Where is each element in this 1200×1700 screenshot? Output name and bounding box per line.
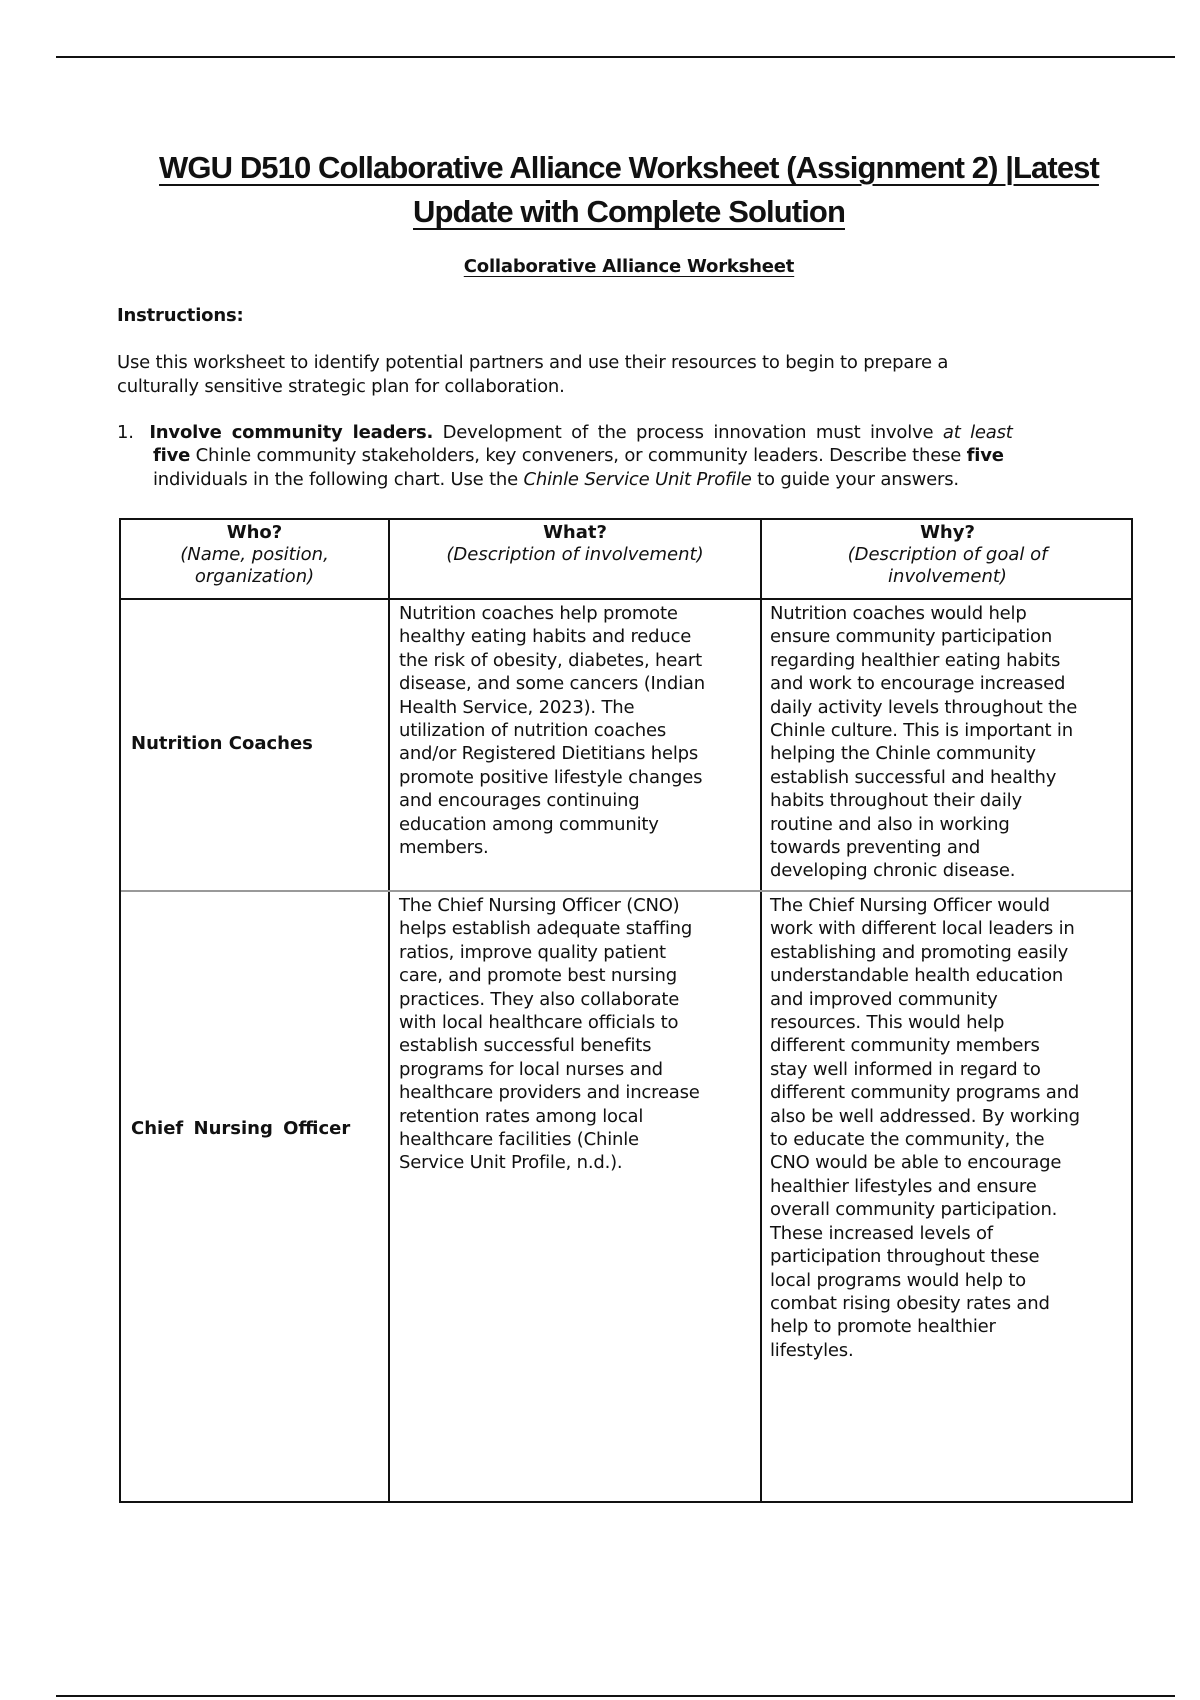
header-subtitle: (Description of involvement) — [446, 544, 704, 565]
cell-line: to educate the community, the — [770, 1129, 1045, 1151]
row-2-what — [399, 894, 700, 1175]
row-1-who: Nutrition Coaches — [131, 733, 313, 754]
cell-line: healthier lifestyles and ensure — [770, 1175, 1037, 1197]
item-text: to guide your answers. — [751, 469, 959, 490]
cell-line: Nutrition coaches help promote — [399, 603, 678, 624]
item-text: Development of the process innovation must involve — [433, 422, 943, 443]
item-text: individuals in the following chart. Use the — [153, 469, 524, 490]
cell-line: the risk of obesity, diabetes, heart — [399, 649, 702, 671]
bottom-page-rule — [56, 1695, 1175, 1697]
header-title: What? — [543, 522, 607, 543]
cell-line: healthcare facilities (Chinle — [399, 1129, 639, 1151]
cell-line: promote positive lifestyle changes — [399, 766, 703, 788]
cell-line: establish successful and healthy — [770, 766, 1057, 788]
cell-line: healthcare providers and increase — [399, 1082, 700, 1104]
cell-line: participation throughout these — [770, 1246, 1040, 1268]
stakeholder-table — [119, 518, 1133, 1503]
item-1-line-2 — [153, 445, 1004, 466]
cell-line: programs for local nurses and — [399, 1058, 663, 1080]
item-bold-lead: Involve community leaders. — [149, 422, 434, 443]
cell-line: The Chief Nursing Officer would — [770, 895, 1050, 916]
cell-line: healthy eating habits and reduce — [399, 626, 692, 648]
row-1-what — [399, 602, 705, 859]
header-subtitle: organization) — [194, 566, 315, 587]
cell-line: lifestyles. — [770, 1339, 854, 1361]
item-bold: five — [153, 445, 191, 466]
row-2-who: Chief Nursing Officer — [131, 1118, 351, 1139]
cell-line: stay well informed in regard to — [770, 1058, 1041, 1080]
cell-line: ensure community participation — [770, 626, 1053, 648]
item-italic: Chinle Service Unit Profile — [523, 469, 752, 490]
column-divider — [388, 520, 390, 1501]
cell-line: CNO would be able to encourage — [770, 1152, 1062, 1174]
cell-line: different community members — [770, 1035, 1040, 1057]
cell-line: helping the Chinle community — [770, 743, 1036, 765]
header-why — [762, 522, 1133, 588]
header-divider — [121, 598, 1131, 600]
item-bold: five — [966, 445, 1004, 466]
cell-line: regarding healthier eating habits — [770, 649, 1061, 671]
instructions-label: Instructions: — [117, 305, 244, 326]
cell-line: Health Service, 2023). The — [399, 696, 635, 718]
header-subtitle: (Description of goal of — [847, 544, 1048, 565]
item-1-line-3 — [153, 469, 959, 490]
row-1-why — [770, 602, 1077, 883]
cell-line: utilization of nutrition coaches — [399, 720, 666, 742]
cell-line: combat rising obesity rates and — [770, 1292, 1050, 1314]
cell-line: understandable health education — [770, 965, 1064, 987]
cell-line: establishing and promoting easily — [770, 941, 1069, 963]
header-what — [390, 522, 760, 566]
worksheet-subtitle: Collaborative Alliance Worksheet — [463, 256, 795, 277]
cell-line: and/or Registered Dietitians helps — [399, 743, 699, 765]
cell-line: establish successful benefits — [399, 1035, 652, 1057]
cell-line: and encourages continuing — [399, 790, 640, 812]
cell-line: developing chronic disease. — [770, 860, 1016, 882]
cell-line: work with different local leaders in — [770, 918, 1075, 940]
intro-line-1: Use this worksheet to identify potential partners and use their resources to begin to prepare a — [117, 352, 949, 373]
cell-line: Service Unit Profile, n.d.). — [399, 1152, 623, 1174]
item-text: Chinle community stakeholders, key conveners, or community leaders. Describe these — [190, 445, 967, 466]
cell-line: different community programs and — [770, 1082, 1080, 1104]
intro-line-2: culturally sensitive strategic plan for collaboration. — [117, 376, 565, 397]
column-divider — [760, 520, 762, 1501]
cell-line: These increased levels of — [770, 1222, 993, 1244]
header-title: Why? — [920, 522, 975, 543]
cell-line: help to promote healthier — [770, 1316, 996, 1338]
cell-line: practices. They also collaborate — [399, 988, 680, 1010]
cell-line: ratios, improve quality patient — [399, 941, 666, 963]
document-title-line-1: WGU D510 Collaborative Alliance Worksheet (Assignment 2) |Latest — [159, 150, 1099, 185]
item-1-line-1 — [117, 422, 1089, 443]
item-italic: at least — [942, 422, 1013, 443]
cell-line: retention rates among local — [399, 1105, 644, 1127]
header-subtitle: involvement) — [888, 566, 1007, 587]
cell-line: habits throughout their daily — [770, 790, 1022, 812]
header-subtitle: (Name, position, — [180, 544, 329, 565]
cell-line: Nutrition coaches would help — [770, 603, 1027, 624]
cell-line: The Chief Nursing Officer (CNO) — [399, 895, 680, 916]
item-number: 1. — [117, 422, 134, 443]
cell-line: overall community participation. — [770, 1199, 1058, 1221]
row-divider — [121, 890, 1131, 892]
cell-line: and improved community — [770, 988, 998, 1010]
top-page-rule — [56, 56, 1175, 58]
cell-line: Chinle culture. This is important in — [770, 720, 1073, 742]
cell-line: resources. This would help — [770, 1012, 1005, 1034]
header-who — [121, 522, 388, 588]
cell-line: and work to encourage increased — [770, 673, 1066, 695]
cell-line: members. — [399, 837, 489, 859]
cell-line: local programs would help to — [770, 1269, 1026, 1291]
document-title-line-2: Update with Complete Solution — [413, 194, 845, 229]
cell-line: routine and also in working — [770, 813, 1010, 835]
header-title: Who? — [226, 522, 283, 543]
row-2-why — [770, 894, 1080, 1362]
cell-line: disease, and some cancers (Indian — [399, 673, 705, 695]
cell-line: daily activity levels throughout the — [770, 696, 1078, 718]
cell-line: with local healthcare officials to — [399, 1012, 679, 1034]
cell-line: care, and promote best nursing — [399, 965, 677, 987]
cell-line: education among community — [399, 813, 659, 835]
cell-line: also be well addressed. By working — [770, 1105, 1080, 1127]
cell-line: helps establish adequate staffing — [399, 918, 693, 940]
cell-line: towards preventing and — [770, 837, 981, 859]
